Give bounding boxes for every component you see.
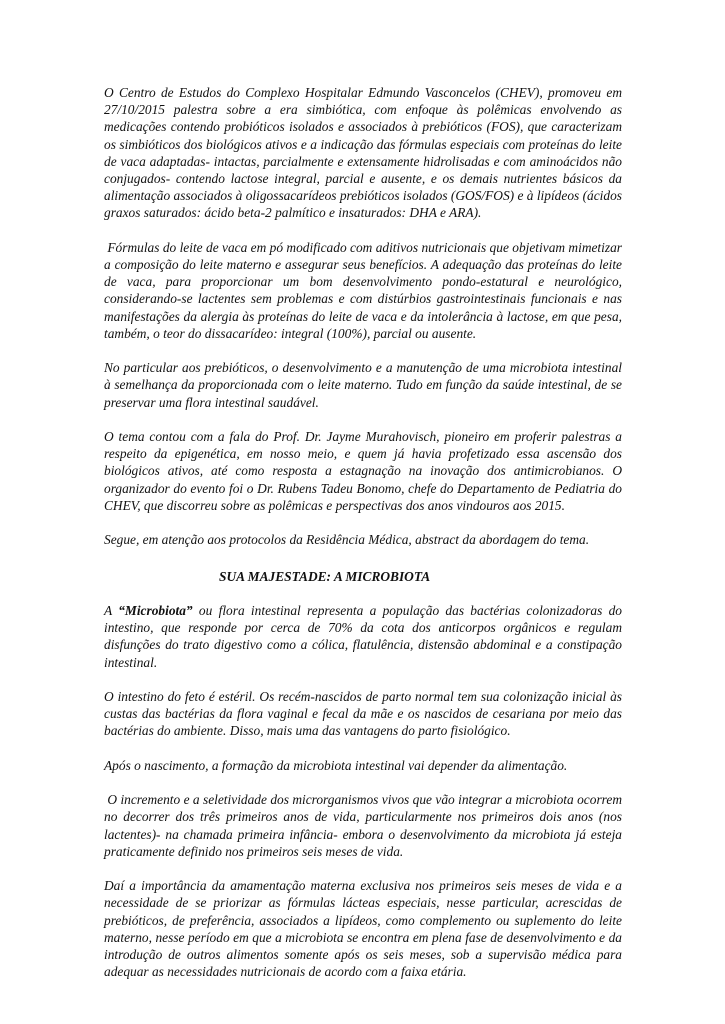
section-paragraph-fetus: O intestino do feto é estéril. Os recém-nascidos de parto normal tem sua colonização inicial às custas das bactérias da flora vaginal e fecal da mãe e os nascidos de cesariana por meio das bactérias do ambiente. Disso, mais uma das vantagens do parto fisiológico. [104, 689, 622, 739]
section-paragraph-increment: O incremento e a seletividade dos microrganismos vivos que vão integrar a microbiota ocorrem no decorrer dos três primeiros anos de vida, particularmente nos primeiros dois anos (nos lactentes)- na chamada primeira infância- embora o desenvolvimento da microbiota já esteja praticamente definido nos primeiros seis meses de vida. [104, 792, 622, 859]
definition-term: “Microbiota” [118, 603, 193, 618]
intro-paragraph-abstract: Segue, em atenção aos protocolos da Residência Médica, abstract da abordagem do tema. [104, 532, 590, 548]
intro-paragraph-speakers: O tema contou com a fala do Prof. Dr. Jayme Murahovisch, pioneiro em proferir palestras a respeito da epigenética, em nosso meio, e quem já havia profetizado essa ascensão dos biológicos ativos, até como resposta a estagnação na inovação dos antimicrobianos. O organizador do evento foi o Dr. Rubens Tadeu Bonomo, chefe do Departamento de Pediatria do CHEV, que discorreu sobre as polêmicas e perspectivas dos anos vindouros aos 2015. [104, 429, 622, 513]
intro-paragraph-formulas: Fórmulas do leite de vaca em pó modificado com aditivos nutricionais que objetivam mimetizar a composição do leite materno e assegurar seus benefícios. A adequação das proteínas do leite de vaca, para proporcionar um bom desenvolvimento pondo-estatural e neurológico, considerando-se lactentes sem problemas e com distúrbios gastrointestinais funcionais e nas manifestações da alergia às proteínas do leite de vaca e da intolerância à lactose, em que pesa, também, o teor do dissacarídeo: integral (100%), parcial ou ausente. [104, 239, 622, 341]
section-paragraph-definition [104, 602, 622, 671]
section-title: SUA MAJESTADE: A MICROBIOTA [219, 568, 431, 584]
section-paragraph-birth: Após o nascimento, a formação da microbiota intestinal vai depender da alimentação. [104, 757, 568, 773]
intro-paragraph-prebiotics: No particular aos prebióticos, o desenvolvimento e a manutenção de uma microbiota intestinal à semelhança da proporcionada com o leite materno. Tudo em função da saúde intestinal, de se preservar uma flora intestinal saudável. [104, 360, 622, 410]
definition-text: ou flora intestinal representa a população das bactérias colonizadoras do intestino, que responde por cerca de 70% da cota dos anticorpos orgânicos e regulam disfunções do trato digestivo como a cólica, flatulência, distensão abdominal e a constipação intestinal. [104, 603, 622, 670]
section-paragraph-breastfeeding: Daí a importância da amamentação materna exclusiva nos primeiros seis meses de vida e a necessidade de se priorizar as fórmulas lácteas especiais, nesse particular, acrescidas de prebióticos, de preferência, associados a lipídeos, como complemento ou suplemento do leite materno, nesse período em que a microbiota se encontra em plena fase de desenvolvimento e da introdução de outros alimentos somente após os seis meses, sob a supervisão médica para adequar as necessidades nutricionais de acordo com a faixa etária. [104, 878, 622, 980]
definition-lead: A [104, 603, 119, 618]
intro-paragraph-event: O Centro de Estudos do Complexo Hospitalar Edmundo Vasconcelos (CHEV), promoveu em 27/10/2015 palestra sobre a era simbiótica, com enfoque às polêmicas envolvendo as medicações contendo probióticos isolados e associados à prebióticos (FOS), que caracterizam os simbióticos dos biológicos ativos e a indicação das fórmulas especiais com proteínas do leite de vaca adaptadas- intactas, parcialmente e extensamente hidrolisadas e com aminoácidos não conjugados- contendo lactose integral, parcial e ausente, e os demais nutrientes básicos da alimentação associados à oligossacarídeos prebióticos isolados (GOS/FOS) e à lipídeos (ácidos graxos saturados: ácido beta-2 palmítico e insaturados: DHA e ARA). [104, 85, 622, 221]
document-body [104, 84, 622, 998]
